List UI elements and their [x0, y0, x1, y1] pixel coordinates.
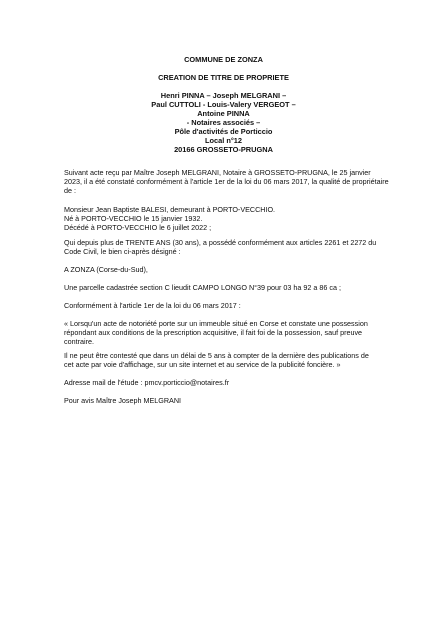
intro-paragraph [64, 168, 400, 195]
email-paragraph [64, 378, 400, 387]
paragraph-line: Né à PORTO-VECCHIO le 15 janvier 1932. [64, 214, 203, 224]
notaries-block [0, 91, 447, 154]
notaries-line: Antoine PINNA [197, 109, 250, 118]
paragraph-line: cet acte par voie d'affichage, sur un site internet et au service de la publicité foncière. » [64, 360, 341, 370]
paragraph-line: Conformément à l'article 1er de la loi du 06 mars 2017 : [64, 301, 241, 310]
notaries-line: Pôle d'activités de Porticcio [174, 127, 273, 136]
paragraph-line: Monsieur Jean Baptiste BALESI, demeurant à PORTO-VECCHIO. [64, 205, 276, 214]
notaries-line: Henri PINNA – Joseph MELGRANI – [160, 91, 287, 100]
paragraph-line: « Lorsqu'un acte de notoriété porte sur un immeuble situé en Corse et constate une possession [64, 319, 368, 328]
paragraph-line: Il ne peut être contesté que dans un délai de 5 ans à compter de la dernière des publications de [64, 351, 369, 360]
paragraph-line: Code Civil, le bien ci-après désigné : [64, 247, 181, 257]
paragraph-line: A ZONZA (Corse-du-Sud), [64, 265, 148, 274]
paragraph-line: Décédé à PORTO-VECCHIO le 6 juillet 2022 ; [64, 223, 212, 233]
location-paragraph [64, 265, 400, 274]
owner-paragraph [64, 205, 400, 232]
quote-paragraph-2 [64, 351, 400, 369]
possession-paragraph [64, 238, 400, 256]
notaries-line: 20166 GROSSETO-PRUGNA [174, 145, 273, 154]
notaries-line: Local n°12 [204, 136, 243, 145]
notaries-line: Paul CUTTOLI - Louis-Valery VERGEOT – [151, 100, 296, 109]
article-paragraph [64, 301, 400, 310]
parcel-paragraph [64, 283, 400, 292]
signature-paragraph [64, 396, 400, 405]
paragraph-line: Suivant acte reçu par Maître Joseph MELGRANI, Notaire à GROSSETO-PRUGNA, le 25 janvier [64, 168, 371, 177]
paragraph-line: 2023, il a été constaté conformément à l'article 1er de la loi du 06 mars 2017, la qualité de propriétaire [64, 177, 389, 187]
paragraph-line: Adresse mail de l'étude : pmcv.porticcio@notaires.fr [64, 378, 230, 387]
paragraph-line: Qui depuis plus de TRENTE ANS (30 ans), a possédé conformément aux articles 2261 et 2272 du [64, 238, 377, 247]
paragraph-line: de : [64, 186, 76, 196]
notaries-line: - Notaires associés – [186, 118, 261, 127]
document-title: CREATION DE TITRE DE PROPRIETE [158, 73, 289, 82]
paragraph-line: répondant aux conditions de la prescription acquisitive, il fait foi de la possession, sauf preuve [64, 328, 363, 338]
quote-paragraph-1 [64, 319, 400, 346]
paragraph-line: Une parcelle cadastrée section C lieudit CAMPO LONGO N°39 pour 03 ha 92 a 86 ca ; [64, 283, 341, 292]
paragraph-line: Pour avis Maître Joseph MELGRANI [64, 396, 182, 405]
paragraph-line: contraire. [64, 337, 94, 347]
commune-heading: COMMUNE DE ZONZA [184, 55, 263, 64]
